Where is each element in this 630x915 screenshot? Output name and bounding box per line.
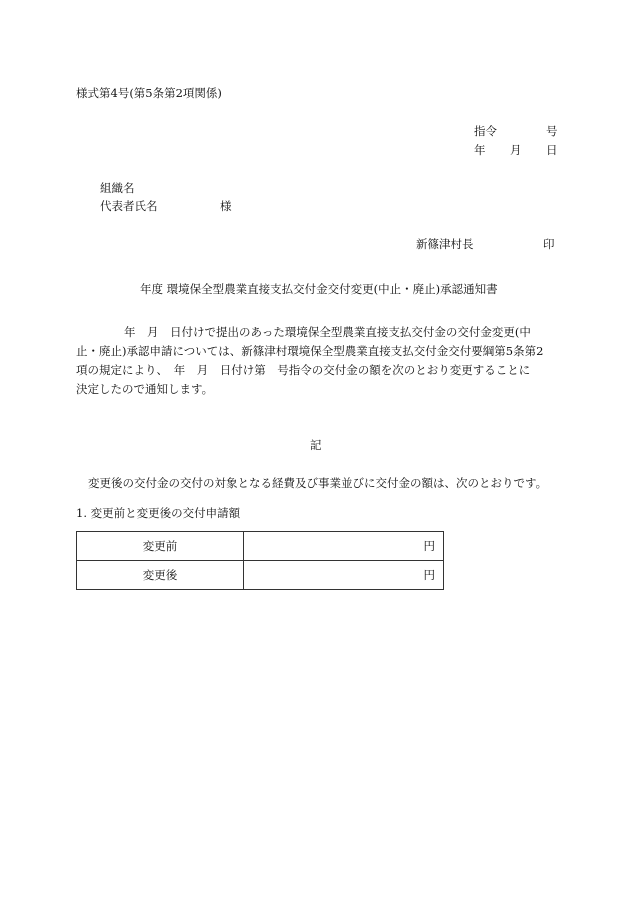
body-line-4: 決定したので通知します。 <box>76 382 214 396</box>
row-label-after: 変更後 <box>77 561 244 590</box>
ki-heading: 記 <box>310 438 322 452</box>
row-value-before: 円 <box>244 532 444 561</box>
go-label: 号 <box>546 124 558 138</box>
row-value-after: 円 <box>244 561 444 590</box>
organization-label: 組織名 <box>100 181 135 195</box>
body-paragraph <box>76 323 560 399</box>
month-label: 月 <box>510 143 522 157</box>
year-label: 年 <box>474 143 486 157</box>
issuer-name: 新篠津村長 <box>416 237 474 251</box>
document-title: 年度 環境保全型農業直接支払交付金交付変更(中止・廃止)承認通知書 <box>140 282 498 296</box>
section-heading: 1. 変更前と変更後の交付申請額 <box>76 506 241 520</box>
shirei-label: 指令 <box>474 124 497 138</box>
body-line-1: 年 月 日付けで提出のあった環境保全型農業直接支払交付金の交付金変更(中 <box>124 325 531 339</box>
amount-table <box>76 531 444 590</box>
body-line-2: 止・廃止)承認申請については、新篠津村環境保全型農業直接支払交付金交付要綱第5条第2 <box>76 344 544 358</box>
representative-label: 代表者氏名 <box>100 199 158 213</box>
seal-mark: 印 <box>543 237 555 251</box>
note-paragraph: 変更後の交付金の交付の対象となる経費及び事業並びに交付金の額は、次のとおりです。 <box>88 476 548 490</box>
representative-line <box>100 199 232 213</box>
honorific: 様 <box>220 199 232 213</box>
table-row <box>77 561 444 590</box>
row-label-before: 変更前 <box>77 532 244 561</box>
body-line-3: 項の規定により、 年 月 日付け第 号指令の交付金の額を次のとおり変更することに <box>76 363 531 377</box>
table-row <box>77 532 444 561</box>
day-label: 日 <box>546 143 558 157</box>
form-number: 様式第4号(第5条第2項関係) <box>76 86 222 100</box>
